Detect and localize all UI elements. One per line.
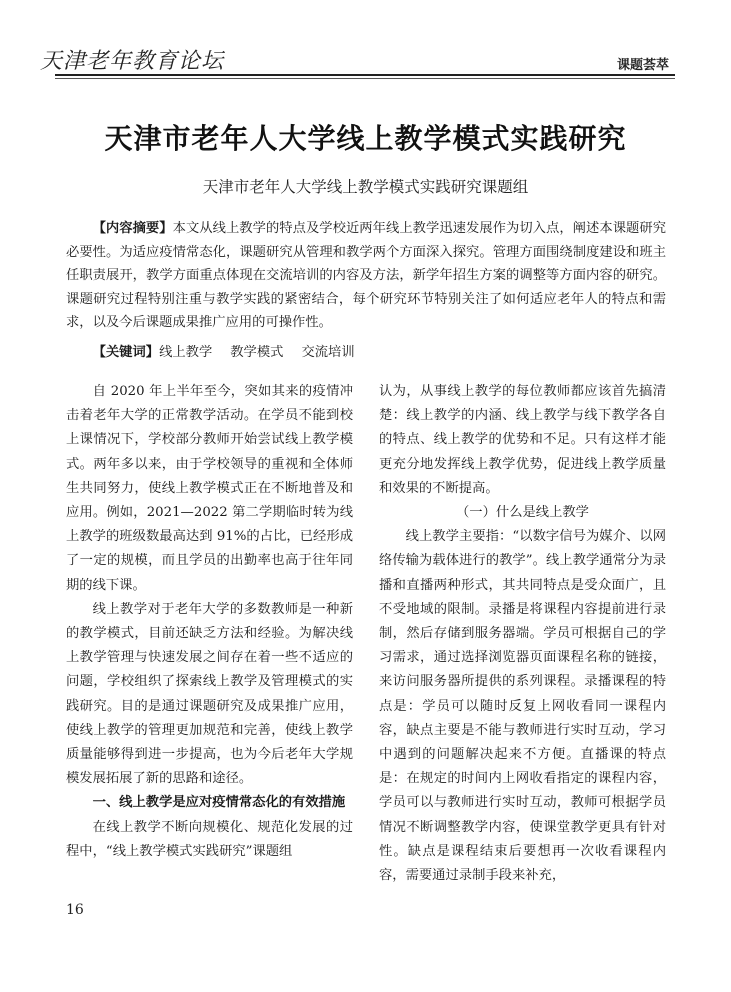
abstract-text: 本文从线上教学的特点及学校近两年线上教学迅速发展作为切入点，阐述本课题研究必要性。为适应疫情常态化，课题研究从管理和教学两个方面深入探究。管理方面围绕制度建设和班主任职责展开，教学方面重点体现在交流培训的内容及方法，新学年招生方案的调整等方面内容的研究。课题研究过程特别注重与教学实践的紧密结合，每个研究环节特别关注了如何适应老年人的特点和需求，以及今后课题成果推广应用的可操作性。 [66,221,666,330]
header-divider [55,74,675,76]
article-author: 天津市老年人大学线上教学模式实践研究课题组 [202,178,529,196]
body-paragraph: 线上教学对于老年大学的多数教师是一种新的教学模式，目前还缺乏方法和经验。为解决线上教学管理与快速发展之间存在着一些不适应的问题，学校组织了探索线上教学及管理模式的实践研究。目的是通过课题研究及成果推广应用，使线上教学的管理更加规范和完善，使线上教学质量能够得到进一步提高，也为今后老年大学规模发展拓展了新的思路和途径。 [66,601,353,787]
page-number: 16 [66,902,84,918]
body-paragraph: 在线上教学不断向规模化、规范化发展的过程中，“线上教学模式实践研究”课题组 [66,819,353,859]
keywords [66,341,666,364]
keyword: 交流培训 [301,345,355,360]
journal-logo: 天津老年教育论坛 [40,49,225,74]
body-paragraph: 自 2020 年上半年至今，突如其来的疫情冲击着老年大学的正常教学活动。在学员不能到校上课情况下，学校部分教师开始尝试线上教学模式。两年多以来，由于学校领导的重视和全体师生共同努力，使线上教学模式正在不断地普及和应用。例如，2021—2022 第二学期临时转为线上教学的班级数最高达到 91%的占比，已经形成了一定的规模，而且学员的出勤率也高于往年同期的线下课。 [66,384,353,593]
body-paragraph: 认为，从事线上教学的每位教师都应该首先搞清楚：线上教学的内涵、线上教学与线下教学各自的特点、线上教学的优势和不足。只有这样才能更充分地发挥线上教学优势，促进线上教学质量和效果的不断提高。 [379,384,666,496]
keyword: 教学模式 [230,345,284,360]
keyword: 线上教学 [159,345,213,360]
section-tag: 课题荟萃 [616,58,669,73]
keywords-label: 【关键词】 [92,345,160,360]
article-title: 天津市老年人大学线上教学模式实践研究 [104,122,627,155]
abstract [66,217,666,335]
body-column-right [379,380,666,888]
section-heading: 一、线上教学是应对疫情常态化的有效措施 [92,795,346,811]
header-divider-thin [55,78,675,79]
abstract-label: 【内容摘要】 [92,221,173,236]
body-column-left [66,380,353,864]
subsection-heading: （一）什么是线上教学 [456,505,589,521]
body-paragraph: 线上教学主要指：“以数字信号为媒介、以网络传输为载体进行的教学”。线上教学通常分为录播和直播两种形式，其共同特点是受众面广，且不受地域的限制。录播是将课程内容提前进行录制，然后存储到服务器端。学员可根据自己的学习需求，通过选择浏览器页面课程名称的链接，来访问服务器所提供的系列课程。录播课程的特点是：学员可以随时反复上网收看同一课程内容，缺点主要是不能与教师进行实时互动，学习中遇到的问题解决起来不方便。直播课的特点是：在规定的时间内上网收看指定的课程内容，学员可以与教师进行实时互动，教师可根据学员情况不断调整教学内容，使课堂教学更具有针对性。缺点是课程结束后要想再一次收看课程内容，需要通过录制手段来补充， [379,529,666,884]
